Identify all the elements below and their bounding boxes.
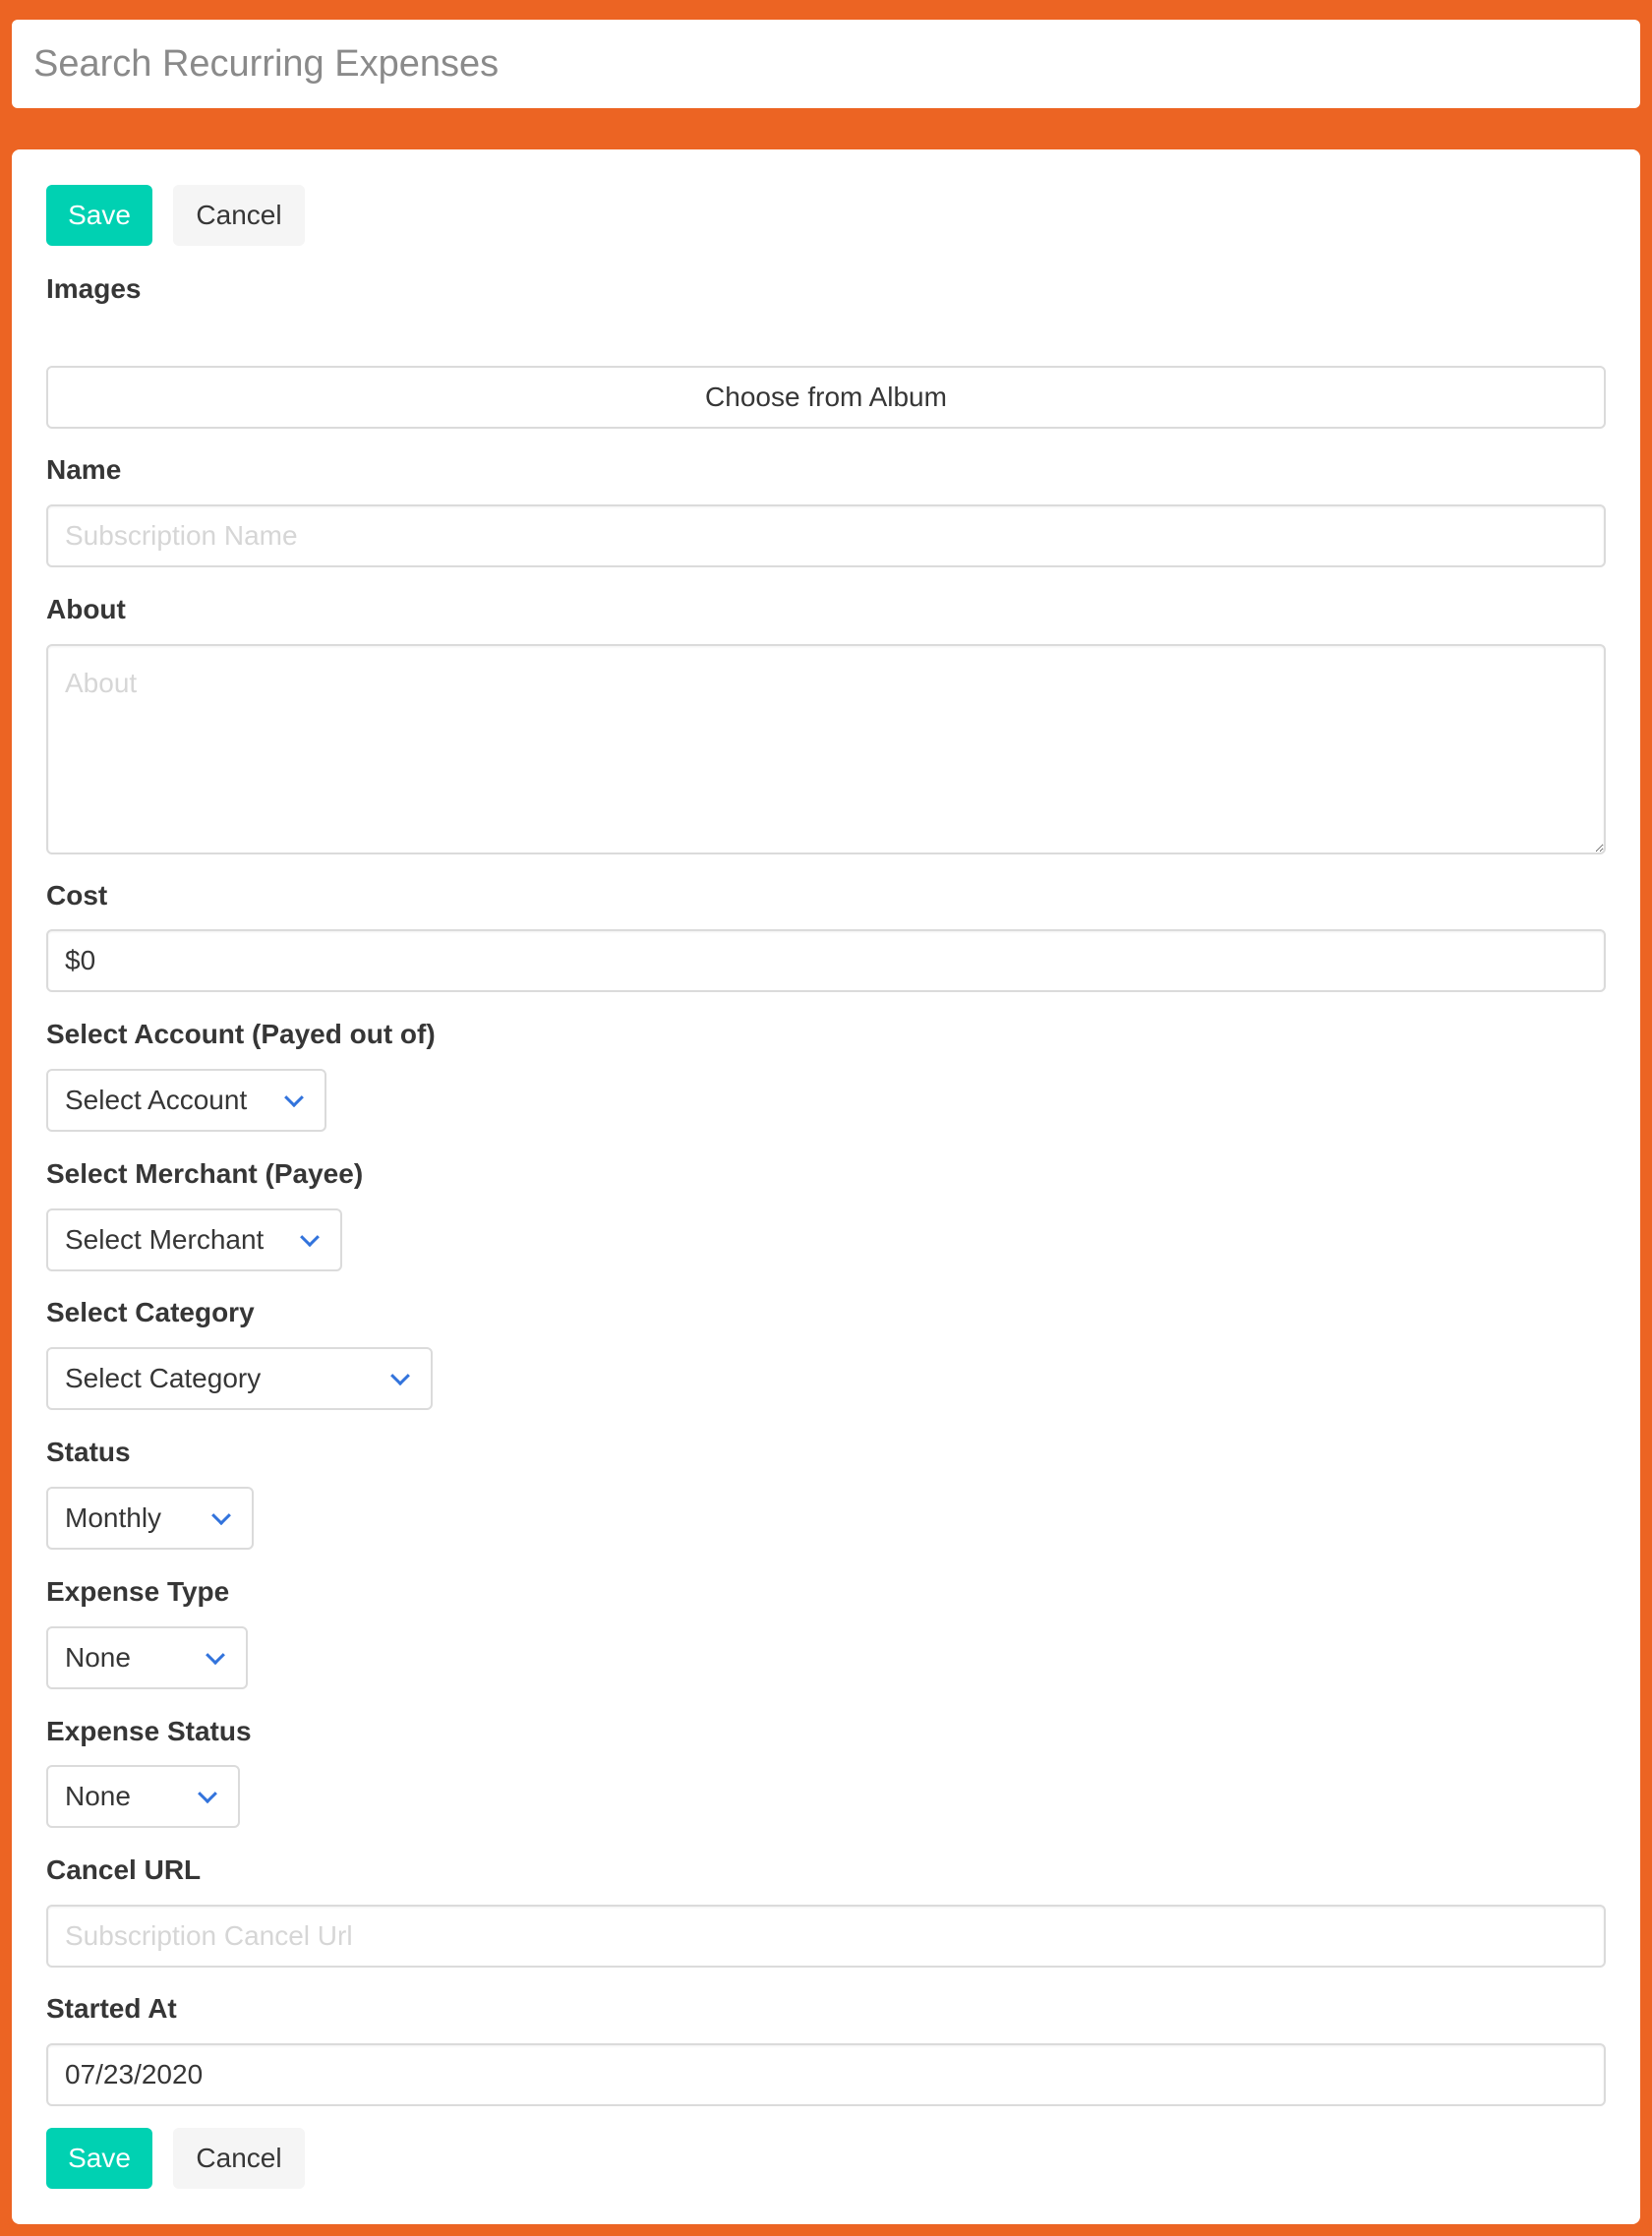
account-select[interactable] — [46, 1069, 326, 1132]
cancel-button[interactable]: Cancel — [173, 2128, 305, 2189]
status-label: Status — [46, 1437, 131, 1467]
expense-type-select-value: None — [65, 1642, 131, 1673]
expense-status-label: Expense Status — [46, 1716, 252, 1746]
save-button[interactable]: Save — [46, 185, 152, 246]
bottom-actions — [46, 2128, 305, 2189]
top-actions — [46, 185, 305, 246]
category-label: Select Category — [46, 1297, 255, 1327]
merchant-select-value: Select Merchant — [65, 1224, 265, 1255]
expense-type-label: Expense Type — [46, 1576, 230, 1607]
expense-status-select-value: None — [65, 1781, 131, 1811]
about-label: About — [46, 594, 126, 624]
started-at-label: Started At — [46, 1993, 177, 2024]
merchant-select[interactable] — [46, 1208, 342, 1271]
cancel-button[interactable]: Cancel — [173, 185, 305, 246]
account-select-value: Select Account — [65, 1085, 248, 1115]
cost-input[interactable] — [46, 929, 1606, 992]
chevron-down-icon — [198, 1784, 217, 1803]
chevron-down-icon — [211, 1505, 231, 1525]
search-bar — [12, 20, 1640, 108]
chevron-down-icon — [300, 1227, 320, 1247]
choose-from-album-button[interactable]: Choose from Album — [46, 366, 1606, 429]
about-textarea[interactable] — [46, 644, 1606, 854]
cancel-url-input[interactable] — [46, 1905, 1606, 1968]
expense-status-select[interactable] — [46, 1765, 240, 1828]
merchant-label: Select Merchant (Payee) — [46, 1158, 364, 1189]
chevron-down-icon — [284, 1088, 304, 1107]
images-label: Images — [46, 273, 142, 304]
chevron-down-icon — [206, 1645, 225, 1665]
name-label: Name — [46, 454, 122, 485]
chevron-down-icon — [390, 1366, 410, 1385]
category-select[interactable] — [46, 1347, 433, 1410]
search-input[interactable] — [12, 20, 1640, 108]
cost-label: Cost — [46, 880, 108, 911]
status-select[interactable] — [46, 1487, 254, 1550]
account-label: Select Account (Payed out of) — [46, 1019, 436, 1049]
category-select-value: Select Category — [65, 1363, 262, 1393]
name-input[interactable] — [46, 504, 1606, 567]
expense-form-card — [12, 149, 1640, 2224]
expense-type-select[interactable] — [46, 1626, 248, 1689]
save-button[interactable]: Save — [46, 2128, 152, 2189]
status-select-value: Monthly — [65, 1502, 162, 1533]
cancel-url-label: Cancel URL — [46, 1854, 202, 1885]
started-at-input[interactable] — [46, 2043, 1606, 2106]
